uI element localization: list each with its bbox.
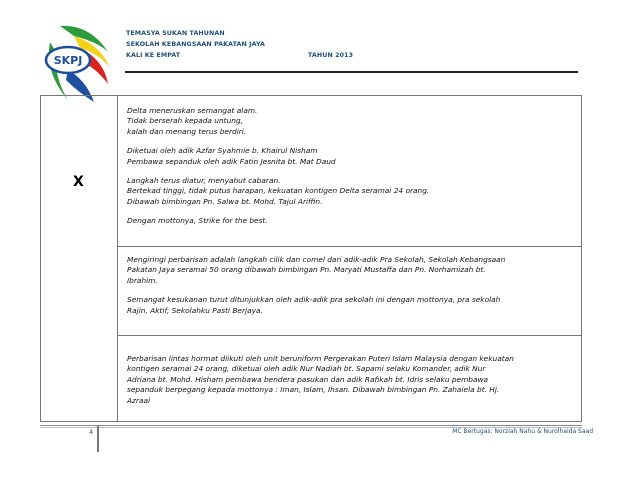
header-line-1: TEMASYA SUKAN TAHUNAN [126,30,225,37]
footer-rule [40,425,582,426]
cell-line: Dibawah bimbingan Pn. Salwa bt. Mohd. Tajul Ariffin. [127,196,323,206]
cell-line: Diketuai oleh adik Azfar Syahmie b. Khairul Nisham [127,146,318,156]
cell-line: Mengiringi perbarisan adalah langkah cilik dan comel dari adik-adik Pra Sekolah, Sekolah Kebangsaan [127,255,506,264]
cell-line: Azraai [127,395,151,405]
cell-line: kalah dan menang terus berdiri. [127,126,247,136]
table-cell-pra-sekolah [127,255,577,316]
school-logo [38,22,116,106]
cell-line: Semangat kesukanan turut ditunjukkan oleh adik-adik pra sekolah ini dengan mottonya, pra sekolah [127,295,501,305]
header-line-2: SEKOLAH KEBANGSAAN PAKATAN JAYA [126,41,266,48]
cell-line: Bertekad tinggi, tidak putus harapan, kekuatan kontigen Delta seramai 24 orang. [127,186,430,196]
content-table [40,95,582,422]
cell-line: Perbarisan lintas hormat diikuti oleh unit beruniform Pergerakan Puteri Islam Malaysia dengan kekuatan [127,354,514,363]
cell-line: Dengan mottonya, Strike for the best. [127,216,268,226]
cell-line: Adriana bt. Mohd. Hisham pembawa bendera pasukan dan adik Rafikah bt. Idris selaku pembawa [127,374,489,384]
header-rule [125,71,578,73]
cell-line: Delta meneruskan semangat alam. [127,106,258,115]
cell-line: Tidak berserah kepada untung, [127,116,243,126]
cell-line: kontigen seramai 24 orang, diketuai oleh adik Nur Nadiah bt. Sapami selaku Komander, adik Nur [127,364,486,374]
cell-line: Pembawa sepanduk oleh adik Fatin Jesnita bt. Mat Daud [127,156,336,166]
row-marker: X [73,174,84,190]
cell-line: Langkah terus diatur, menyahut cabaran. [127,176,281,186]
header-line-3: KALI KE EMPAT [126,52,181,59]
cell-line: Ibrahim. [127,275,158,285]
cell-line: sepanduk berpegang kepada mottonya : Iman, Islam, Ihsan. Dibawah bimbingan Pn. Zahaiela bt. Hj. [127,385,500,395]
logo-text: SKPJ [53,54,83,67]
cell-line: Rajin, Aktif, Sekolahku Pasti Berjaya. [127,305,263,315]
footer-divider [97,426,99,452]
page-number: 4 [89,428,94,436]
table-cell-puteri-islam [127,354,577,406]
cell-line: Pakatan Jaya seramai 50 orang dibawah bimbingan Pn. Maryati Mustaffa dan Pn. Norhamizah bt. [127,265,486,275]
table-cell-delta [127,106,577,227]
marker-column [41,96,118,421]
row-divider [118,335,581,336]
row-divider [118,246,581,247]
header-year: TAHUN 2013 [308,52,354,59]
footer-mc-text: MC Bertugas: Norziah Nahu & Nurolhaida Saad [452,428,593,435]
